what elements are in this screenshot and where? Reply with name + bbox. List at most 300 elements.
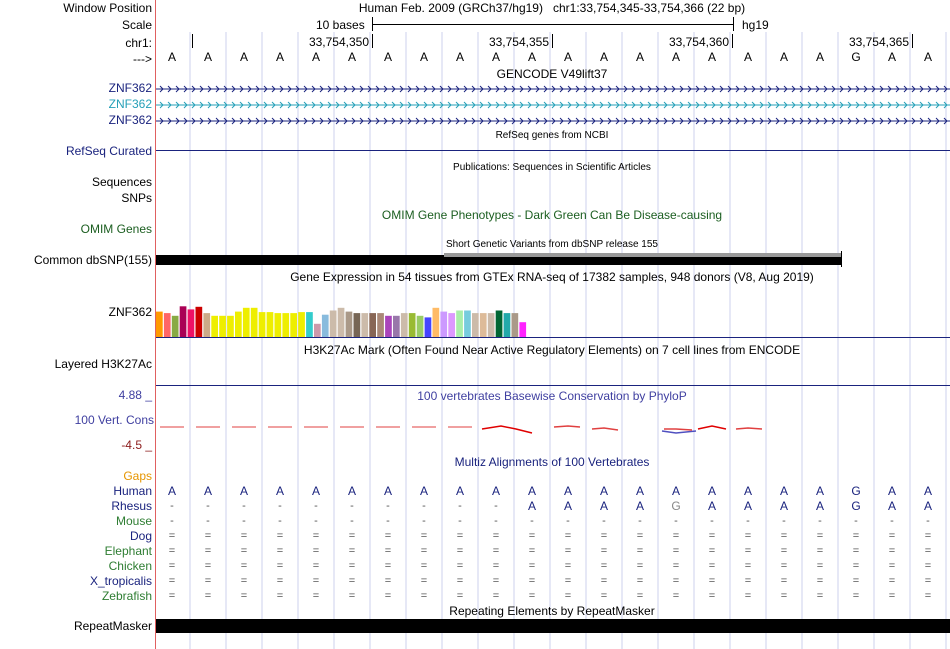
gtex-tissue-bar[interactable] bbox=[219, 316, 226, 337]
gtex-tissue-bar[interactable] bbox=[361, 313, 368, 337]
alignment-base: = bbox=[852, 560, 860, 572]
alignment-base: = bbox=[636, 590, 644, 602]
alignment-base: = bbox=[168, 560, 176, 572]
reference-base: A bbox=[779, 50, 788, 64]
alignment-base: = bbox=[456, 545, 464, 557]
scale-bar-left-tick bbox=[372, 17, 373, 31]
alignment-base: G bbox=[851, 484, 861, 498]
gtex-tissue-bar[interactable] bbox=[385, 316, 392, 337]
alignment-base: = bbox=[816, 530, 824, 542]
alignment-base: - bbox=[494, 515, 498, 527]
species-label[interactable]: Mouse bbox=[115, 514, 152, 528]
alignment-base: = bbox=[312, 575, 320, 587]
gtex-tissue-bar[interactable] bbox=[488, 313, 495, 337]
alignment-base: - bbox=[422, 515, 426, 527]
reference-base: A bbox=[707, 50, 716, 64]
species-label[interactable]: X_tropicalis bbox=[89, 574, 152, 588]
species-label[interactable]: Dog bbox=[129, 529, 152, 543]
alignment-base: A bbox=[779, 499, 788, 513]
gtex-tissue-bar[interactable] bbox=[393, 316, 400, 337]
gtex-tissue-bar[interactable] bbox=[164, 313, 171, 337]
gtex-tissue-bar[interactable] bbox=[306, 312, 313, 337]
phylop-track-label[interactable]: 100 Vert. Cons bbox=[74, 413, 154, 427]
gtex-tissue-bar[interactable] bbox=[504, 313, 511, 337]
alignment-base: = bbox=[240, 530, 248, 542]
alignment-base: = bbox=[780, 530, 788, 542]
alignment-base: A bbox=[491, 484, 500, 498]
alignment-base: = bbox=[600, 560, 608, 572]
alignment-base: = bbox=[924, 590, 932, 602]
h3k27ac-label[interactable]: Layered H3K27Ac bbox=[54, 357, 152, 371]
alignment-base: - bbox=[242, 500, 246, 512]
alignment-base: = bbox=[744, 530, 752, 542]
alignment-base: = bbox=[204, 545, 212, 557]
gtex-expression-chart[interactable] bbox=[156, 284, 536, 337]
alignment-base: - bbox=[206, 500, 210, 512]
alignment-base: = bbox=[240, 575, 248, 587]
alignment-base: G bbox=[851, 499, 861, 513]
alignment-base: = bbox=[240, 590, 248, 602]
gtex-tissue-bar[interactable] bbox=[330, 311, 337, 338]
alignment-base: = bbox=[672, 560, 680, 572]
alignment-base: = bbox=[600, 545, 608, 557]
gtex-tissue-bar[interactable] bbox=[267, 312, 274, 337]
alignment-base: = bbox=[240, 560, 248, 572]
alignment-base: = bbox=[348, 530, 356, 542]
alignment-base: = bbox=[744, 560, 752, 572]
alignment-base: - bbox=[242, 515, 246, 527]
alignment-base: = bbox=[276, 575, 284, 587]
alignment-base: = bbox=[168, 545, 176, 557]
alignment-base: = bbox=[276, 590, 284, 602]
alignment-base: - bbox=[386, 500, 390, 512]
alignment-base: - bbox=[566, 515, 570, 527]
alignment-base: = bbox=[924, 575, 932, 587]
refseq-title: RefSeq genes from NCBI bbox=[495, 130, 609, 141]
gtex-tissue-bar[interactable] bbox=[298, 312, 305, 337]
alignment-base: = bbox=[600, 530, 608, 542]
alignment-base: = bbox=[492, 575, 500, 587]
alignment-base: = bbox=[564, 590, 572, 602]
alignment-base: = bbox=[888, 530, 896, 542]
gtex-tissue-bar[interactable] bbox=[203, 313, 210, 337]
alignment-base: = bbox=[636, 575, 644, 587]
h3k27ac-signal-line[interactable] bbox=[156, 385, 950, 386]
alignment-base: A bbox=[311, 484, 320, 498]
reference-base: A bbox=[599, 50, 608, 64]
alignment-base: - bbox=[530, 515, 534, 527]
repeatmasker-title: Repeating Elements by RepeatMasker bbox=[449, 604, 655, 618]
alignment-base: A bbox=[815, 484, 824, 498]
reference-base: A bbox=[491, 50, 500, 64]
gtex-tissue-bar[interactable] bbox=[314, 324, 321, 337]
phylop-score-peak bbox=[554, 426, 580, 427]
scale-bar-right-tick bbox=[733, 17, 734, 31]
alignment-base: = bbox=[780, 545, 788, 557]
snps-label[interactable]: SNPs bbox=[121, 191, 152, 205]
alignment-base: A bbox=[347, 484, 356, 498]
gencode-title: GENCODE V49lift37 bbox=[496, 67, 608, 81]
alignment-base: = bbox=[852, 530, 860, 542]
assembly-text: Human Feb. 2009 (GRCh37/hg19) bbox=[358, 1, 543, 15]
reference-base: A bbox=[239, 50, 248, 64]
gtex-tissue-bar[interactable] bbox=[496, 311, 503, 338]
alignment-base: = bbox=[420, 575, 428, 587]
alignment-base: = bbox=[384, 545, 392, 557]
alignment-base: = bbox=[564, 575, 572, 587]
strand-label: ---> bbox=[133, 52, 152, 66]
scale-label: Scale bbox=[121, 18, 152, 32]
reference-base: A bbox=[887, 50, 896, 64]
alignment-base: - bbox=[674, 515, 678, 527]
alignment-base: = bbox=[204, 575, 212, 587]
alignment-base: = bbox=[204, 590, 212, 602]
alignment-base: - bbox=[854, 515, 858, 527]
alignment-base: = bbox=[204, 560, 212, 572]
alignment-base: = bbox=[924, 560, 932, 572]
omim-genes-label[interactable]: OMIM Genes bbox=[80, 222, 152, 236]
position-text: chr1:33,754,345-33,754,366 (22 bp) bbox=[552, 1, 746, 15]
reference-base: A bbox=[455, 50, 464, 64]
alignment-base: A bbox=[779, 484, 788, 498]
dbsnp-variant-bar-gray[interactable] bbox=[444, 253, 842, 257]
alignment-base: = bbox=[636, 545, 644, 557]
alignment-base: A bbox=[815, 499, 824, 513]
alignment-base: = bbox=[492, 530, 500, 542]
alignment-base: A bbox=[887, 484, 896, 498]
alignment-base: = bbox=[816, 560, 824, 572]
alignment-base: = bbox=[456, 530, 464, 542]
alignment-base: A bbox=[887, 499, 896, 513]
alignment-base: A bbox=[635, 499, 644, 513]
gtex-baseline bbox=[156, 337, 950, 338]
alignment-base: = bbox=[744, 590, 752, 602]
alignment-base: A bbox=[923, 484, 932, 498]
publications-title: Publications: Sequences in Scientific Articles bbox=[453, 162, 651, 173]
alignment-base: = bbox=[744, 545, 752, 557]
gtex-tissue-bar[interactable] bbox=[417, 316, 424, 337]
reference-base: A bbox=[419, 50, 428, 64]
alignment-base: = bbox=[672, 545, 680, 557]
species-label[interactable]: Zebrafish bbox=[101, 589, 152, 603]
gtex-tissue-bar[interactable] bbox=[464, 311, 471, 338]
alignment-base: A bbox=[635, 484, 644, 498]
gencode-transcript-line[interactable] bbox=[156, 116, 950, 126]
gtex-tissue-bar[interactable] bbox=[227, 316, 234, 337]
alignment-base: = bbox=[456, 575, 464, 587]
phylop-score-peak bbox=[698, 426, 726, 429]
alignment-base: = bbox=[312, 560, 320, 572]
alignment-base: = bbox=[276, 560, 284, 572]
alignment-base: - bbox=[422, 500, 426, 512]
coordinate-label: 33,754,360 bbox=[668, 35, 729, 49]
alignment-base: - bbox=[890, 515, 894, 527]
gtex-tissue-bar[interactable] bbox=[480, 313, 487, 337]
reference-base: A bbox=[203, 50, 212, 64]
alignment-base: A bbox=[203, 484, 212, 498]
alignment-base: = bbox=[528, 590, 536, 602]
refseq-curated-label[interactable]: RefSeq Curated bbox=[65, 144, 152, 158]
alignment-base: A bbox=[383, 484, 392, 498]
gtex-tissue-bar[interactable] bbox=[243, 308, 250, 337]
alignment-base: = bbox=[780, 590, 788, 602]
alignment-base: = bbox=[600, 590, 608, 602]
scale-bases-label: 10 bases bbox=[316, 18, 365, 32]
alignment-base: = bbox=[168, 590, 176, 602]
alignment-base: A bbox=[563, 484, 572, 498]
alignment-base: - bbox=[818, 515, 822, 527]
alignment-base: = bbox=[456, 560, 464, 572]
alignment-base: - bbox=[314, 500, 318, 512]
gtex-tissue-bar[interactable] bbox=[338, 308, 345, 337]
alignment-base: = bbox=[420, 545, 428, 557]
gtex-tissue-bar[interactable] bbox=[472, 313, 479, 337]
alignment-base: = bbox=[528, 545, 536, 557]
alignment-base: = bbox=[528, 575, 536, 587]
gencode-transcript-line[interactable] bbox=[156, 84, 950, 94]
gtex-tissue-bar[interactable] bbox=[156, 312, 163, 337]
alignment-base: = bbox=[312, 530, 320, 542]
alignment-base: = bbox=[708, 590, 716, 602]
gtex-tissue-bar[interactable] bbox=[290, 313, 297, 337]
gtex-gene-label[interactable]: ZNF362 bbox=[108, 305, 152, 319]
gtex-tissue-bar[interactable] bbox=[275, 313, 282, 337]
phylop-score-peak bbox=[592, 428, 618, 430]
gencode-transcript-label[interactable]: ZNF362 bbox=[108, 81, 152, 95]
phylop-score-peak bbox=[736, 428, 762, 429]
gtex-tissue-bar[interactable] bbox=[512, 313, 519, 337]
coordinate-label: 33,754,365 bbox=[848, 35, 909, 49]
reference-base: A bbox=[383, 50, 392, 64]
gtex-tissue-bar[interactable] bbox=[448, 313, 455, 337]
phylop-score-peak bbox=[662, 431, 696, 433]
alignment-base: - bbox=[350, 500, 354, 512]
alignment-base: - bbox=[710, 515, 714, 527]
alignment-base: A bbox=[239, 484, 248, 498]
alignment-base: = bbox=[420, 530, 428, 542]
alignment-base: A bbox=[707, 484, 716, 498]
chrom-label: chr1: bbox=[125, 36, 152, 50]
alignment-base: = bbox=[168, 575, 176, 587]
alignment-base: A bbox=[527, 484, 536, 498]
alignment-base: = bbox=[420, 560, 428, 572]
alignment-base: - bbox=[602, 515, 606, 527]
gencode-transcript-label[interactable]: ZNF362 bbox=[108, 113, 152, 127]
alignment-base: - bbox=[170, 515, 174, 527]
reference-base: A bbox=[743, 50, 752, 64]
dbsnp-title: Short Genetic Variants from dbSNP release 155 bbox=[446, 239, 658, 250]
repeatmasker-label[interactable]: RepeatMasker bbox=[73, 619, 152, 633]
species-label[interactable]: Rhesus bbox=[111, 499, 152, 513]
alignment-base: = bbox=[852, 590, 860, 602]
alignment-base: - bbox=[458, 515, 462, 527]
alignment-base: = bbox=[744, 575, 752, 587]
gencode-transcript-line[interactable] bbox=[156, 100, 950, 110]
alignment-base: - bbox=[350, 515, 354, 527]
species-label[interactable]: Chicken bbox=[108, 559, 152, 573]
alignment-base: = bbox=[636, 560, 644, 572]
alignment-base: = bbox=[780, 560, 788, 572]
alignment-base: = bbox=[168, 530, 176, 542]
gtex-tissue-bar[interactable] bbox=[282, 313, 289, 337]
alignment-base: = bbox=[636, 530, 644, 542]
gtex-tissue-bar[interactable] bbox=[259, 312, 266, 337]
alignment-base: = bbox=[312, 545, 320, 557]
alignment-base: = bbox=[348, 575, 356, 587]
alignment-base: A bbox=[563, 499, 572, 513]
alignment-base: A bbox=[743, 484, 752, 498]
h3k27ac-title: H3K27Ac Mark (Often Found Near Active Regulatory Elements) on 7 cell lines from ENCODE bbox=[303, 343, 801, 357]
gtex-title: Gene Expression in 54 tissues from GTEx RNA-seq of 17382 samples, 948 donors (V8, Aug 2019) bbox=[290, 270, 814, 284]
alignment-base: = bbox=[420, 590, 428, 602]
gtex-tissue-bar[interactable] bbox=[235, 312, 242, 337]
scale-bar bbox=[372, 24, 734, 25]
alignment-base: = bbox=[564, 560, 572, 572]
alignment-base: = bbox=[672, 590, 680, 602]
gtex-tissue-bar[interactable] bbox=[456, 311, 463, 338]
scale-db-label: hg19 bbox=[742, 18, 769, 32]
gtex-tissue-bar[interactable] bbox=[377, 313, 384, 337]
phylop-min-label: -4.5 _ bbox=[121, 438, 152, 452]
refseq-gene-line[interactable] bbox=[156, 150, 950, 151]
alignment-base: = bbox=[816, 545, 824, 557]
reference-base: A bbox=[347, 50, 356, 64]
gaps-label[interactable]: Gaps bbox=[123, 469, 152, 483]
alignment-base: = bbox=[564, 530, 572, 542]
phylop-score-peak bbox=[482, 426, 532, 433]
alignment-base: = bbox=[384, 530, 392, 542]
alignment-base: = bbox=[852, 575, 860, 587]
alignment-base: = bbox=[276, 530, 284, 542]
coordinate-tick bbox=[372, 34, 373, 48]
species-label[interactable]: Human bbox=[113, 484, 152, 498]
reference-base: A bbox=[671, 50, 680, 64]
alignment-base: - bbox=[782, 515, 786, 527]
sequences-label[interactable]: Sequences bbox=[91, 175, 152, 189]
dbsnp-variant-end-tick bbox=[841, 251, 842, 267]
alignment-base: - bbox=[170, 500, 174, 512]
alignment-base: = bbox=[708, 575, 716, 587]
alignment-base: = bbox=[240, 545, 248, 557]
gtex-tissue-bar[interactable] bbox=[369, 313, 376, 337]
alignment-base: A bbox=[671, 484, 680, 498]
gtex-tissue-bar[interactable] bbox=[180, 306, 187, 337]
coordinate-tick bbox=[732, 34, 733, 48]
alignment-base: - bbox=[278, 500, 282, 512]
alignment-base: A bbox=[599, 499, 608, 513]
alignment-base: = bbox=[888, 575, 896, 587]
alignment-base: = bbox=[924, 545, 932, 557]
gtex-tissue-bar[interactable] bbox=[211, 316, 218, 337]
gtex-tissue-bar[interactable] bbox=[425, 317, 432, 337]
alignment-base: A bbox=[707, 499, 716, 513]
alignment-base: - bbox=[926, 515, 930, 527]
alignment-base: = bbox=[816, 590, 824, 602]
gtex-tissue-bar[interactable] bbox=[346, 312, 353, 337]
dbsnp-label[interactable]: Common dbSNP(155) bbox=[33, 253, 152, 267]
alignment-base: A bbox=[527, 499, 536, 513]
alignment-base: - bbox=[386, 515, 390, 527]
alignment-base: - bbox=[638, 515, 642, 527]
phylop-title: 100 vertebrates Basewise Conservation by PhyloP bbox=[417, 389, 687, 403]
reference-base: A bbox=[167, 50, 176, 64]
gtex-tissue-bar[interactable] bbox=[172, 316, 179, 337]
gtex-tissue-bar[interactable] bbox=[188, 309, 195, 337]
alignment-base: A bbox=[275, 484, 284, 498]
alignment-base: A bbox=[923, 499, 932, 513]
coordinate-tick bbox=[912, 34, 913, 48]
gtex-tissue-bar[interactable] bbox=[251, 308, 258, 337]
alignment-base: = bbox=[780, 575, 788, 587]
alignment-base: A bbox=[743, 499, 752, 513]
alignment-base: = bbox=[492, 560, 500, 572]
alignment-base: = bbox=[348, 590, 356, 602]
alignment-base: = bbox=[600, 575, 608, 587]
alignment-base: A bbox=[455, 484, 464, 498]
phylop-conservation-plot[interactable] bbox=[156, 415, 950, 445]
alignment-base: = bbox=[456, 590, 464, 602]
coordinate-label: 33,754,350 bbox=[308, 35, 369, 49]
alignment-base: = bbox=[276, 545, 284, 557]
reference-base: A bbox=[923, 50, 932, 64]
alignment-base: = bbox=[204, 530, 212, 542]
alignment-base: A bbox=[167, 484, 176, 498]
alignment-base: - bbox=[206, 515, 210, 527]
coordinate-label: 33,754,355 bbox=[488, 35, 549, 49]
alignment-base: = bbox=[384, 590, 392, 602]
alignment-base: = bbox=[672, 530, 680, 542]
alignment-base: = bbox=[888, 560, 896, 572]
alignment-base: = bbox=[888, 590, 896, 602]
reference-base: G bbox=[851, 50, 861, 64]
alignment-base: = bbox=[492, 590, 500, 602]
omim-title: OMIM Gene Phenotypes - Dark Green Can Be Disease-causing bbox=[381, 208, 723, 222]
gtex-tissue-bar[interactable] bbox=[440, 312, 447, 337]
gtex-tissue-bar[interactable] bbox=[322, 315, 329, 337]
gtex-tissue-bar[interactable] bbox=[401, 313, 408, 337]
alignment-base: A bbox=[419, 484, 428, 498]
position-header bbox=[359, 1, 745, 15]
alignment-base: = bbox=[924, 530, 932, 542]
alignment-base: = bbox=[852, 545, 860, 557]
repeatmasker-element-bar[interactable] bbox=[156, 619, 950, 633]
gtex-tissue-bar[interactable] bbox=[519, 322, 526, 337]
reference-base: A bbox=[563, 50, 572, 64]
alignment-base: = bbox=[528, 530, 536, 542]
alignment-base: = bbox=[528, 560, 536, 572]
gtex-tissue-bar[interactable] bbox=[433, 308, 440, 337]
species-label[interactable]: Elephant bbox=[104, 544, 152, 558]
multiz-title: Multiz Alignments of 100 Vertebrates bbox=[454, 455, 650, 469]
alignment-base: - bbox=[314, 515, 318, 527]
reference-base: A bbox=[527, 50, 536, 64]
coordinate-tick bbox=[552, 34, 553, 48]
alignment-base: - bbox=[746, 515, 750, 527]
reference-base: A bbox=[275, 50, 284, 64]
gtex-tissue-bar[interactable] bbox=[409, 313, 416, 337]
gtex-tissue-bar[interactable] bbox=[196, 307, 203, 337]
alignment-base: = bbox=[888, 545, 896, 557]
gtex-tissue-bar[interactable] bbox=[354, 313, 361, 337]
alignment-base: G bbox=[671, 499, 681, 513]
alignment-base: = bbox=[708, 530, 716, 542]
alignment-base: = bbox=[312, 590, 320, 602]
gencode-transcript-label[interactable]: ZNF362 bbox=[108, 97, 152, 111]
coordinate-tick bbox=[192, 34, 193, 48]
alignment-base: = bbox=[348, 545, 356, 557]
reference-base: A bbox=[815, 50, 824, 64]
alignment-base: A bbox=[599, 484, 608, 498]
